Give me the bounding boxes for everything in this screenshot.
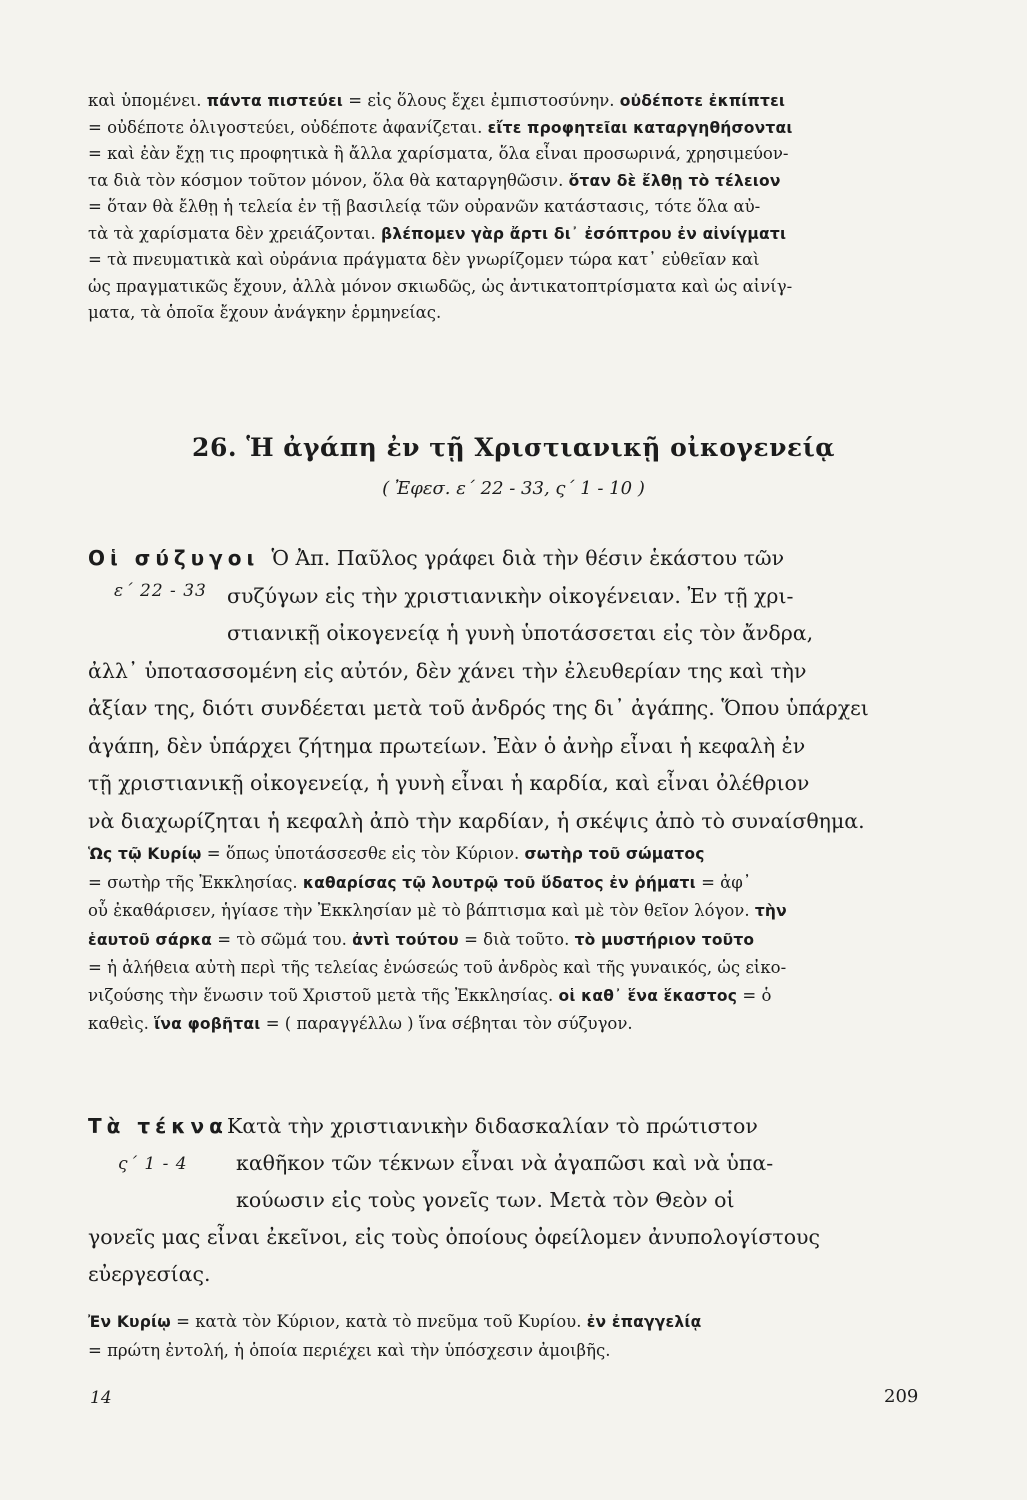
- note-text: = ὁ: [737, 985, 772, 1005]
- note-text: = κατὰ τὸν Κύριον, κατὰ τὸ πνεῦμα τοῦ Κυρίου.: [170, 1312, 587, 1331]
- note-term: ἑαυτοῦ σάρκα: [88, 930, 213, 949]
- note-text: = ὅπως ὑποτάσσεσθε εἰς τὸν Κύριον.: [201, 844, 525, 863]
- spouses-heading: Οἱ σύζυγοι: [88, 546, 260, 570]
- note-line: [88, 115, 930, 142]
- spouses-line: Ὁ Ἀπ. Παῦλος γράφει διὰ τὴν θέσιν ἑκάστου τῶν: [271, 546, 785, 570]
- note-term: καθαρίσας τῷ λουτρῷ τοῦ ὕδατος ἐν ῥήματι: [302, 873, 696, 892]
- note-term: τὸ μυστήριον τοῦτο: [574, 930, 755, 949]
- note-text: = ἀφ᾽: [695, 872, 752, 892]
- note-term: τὴν: [754, 902, 787, 920]
- note-text: καὶ ὑπομένει.: [88, 91, 207, 110]
- spouses-line: συζύγων εἰς τὴν χριστιανικὴν οἰκογένειαν. Ἐν τῇ χρι-: [227, 583, 794, 608]
- note-line: [88, 194, 930, 221]
- note-line: [88, 926, 930, 955]
- note-term: βλέπομεν γὰρ ἄρτι δι᾽ ἐσόπτρου ἐν αἰνίγματι: [381, 224, 787, 243]
- note-term: εἴτε προφητεῖαι καταργηθήσονται: [487, 118, 793, 137]
- note-text: = ( παραγγέλλω ) ἵνα σέβηται τὸν σύζυγον.: [260, 1014, 633, 1033]
- spouses-margin-reference: ε΄ 22 - 33: [114, 581, 207, 601]
- section-title: 26. Ἡ ἀγάπη ἐν τῇ Χριστιανικῇ οἰκογενείᾳ: [192, 433, 835, 462]
- note-line: [88, 247, 930, 274]
- signature-mark: 14: [90, 1388, 112, 1408]
- note-line: [88, 954, 930, 982]
- note-term: πάντα πιστεύει: [206, 92, 344, 110]
- spouses-line: στιανικῇ οἰκογενείᾳ ἡ γυνὴ ὑποτάσσεται εἰς τὸν ἄνδρα,: [227, 621, 814, 645]
- note-text: = εἰς ὅλους ἔχει ἐμπιστοσύνην.: [343, 91, 620, 110]
- note-text: = σωτὴρ τῆς Ἐκκλησίας.: [88, 872, 303, 892]
- note-line: [88, 221, 930, 248]
- note-text: = τὸ σῶμά του.: [212, 929, 353, 949]
- note-text: νιζούσης τὴν ἕνωσιν τοῦ Χριστοῦ μετὰ τῆς Ἐκκλησίας.: [88, 985, 559, 1005]
- note-term: ἐν ἐπαγγελίᾳ: [586, 1313, 702, 1331]
- note-text: τα διὰ τὸν κόσμον τοῦτον μόνον, ὅλα θὰ καταργηθῶσιν.: [88, 170, 569, 190]
- note-line: [88, 274, 930, 301]
- note-text: = διὰ τοῦτο.: [458, 929, 575, 949]
- note-term: οὐδέποτε ἐκπίπτει: [619, 92, 786, 110]
- note-line: [88, 1308, 930, 1337]
- spouses-line: ἀλλ᾽ ὑποτασσομένη εἰς αὐτόν, δὲν χάνει τὴν ἐλευθερίαν της καὶ τὴν: [88, 658, 807, 683]
- note-line: [88, 840, 930, 869]
- note-line: [88, 168, 930, 195]
- note-line: [88, 88, 930, 115]
- children-line: γονεῖς μας εἶναι ἐκεῖνοι, εἰς τοὺς ὁποίους ὀφείλομεν ἀνυπολογίστους: [88, 1225, 820, 1249]
- spouses-line: τῇ χριστιανικῇ οἰκογενείᾳ, ἡ γυνὴ εἶναι ἡ καρδία, καὶ εἶναι ὀλέθριον: [88, 771, 810, 795]
- note-line: [88, 141, 930, 168]
- section-reference: ( Ἐφεσ. ε΄ 22 - 33, ς΄ 1 - 10 ): [382, 478, 645, 499]
- spouses-paragraph: [88, 540, 930, 840]
- note-text: = οὐδέποτε ὀλιγοστεύει, οὐδέποτε ἀφανίζεται.: [88, 117, 488, 137]
- note-text: ὡς πραγματικῶς ἔχουν, ἀλλὰ μόνον σκιωδῶς, ὡς ἀντικατοπτρίσματα καὶ ὡς αἰνίγ-: [88, 276, 793, 296]
- spouses-line: ἀξίαν της, διότι συνδέεται μετὰ τοῦ ἀνδρός της δι᾽ ἀγάπης. Ὅπου ὑπάρχει: [88, 696, 869, 720]
- note-term: Ὡς τῷ Κυρίῳ: [88, 845, 202, 863]
- note-term: οἱ καθ᾽ ἕνα ἕκαστος: [558, 986, 738, 1005]
- children-line: κούωσιν εἰς τοὺς γονεῖς των. Μετὰ τὸν Θεὸν οἱ: [236, 1188, 735, 1212]
- children-heading: Τὰ τέκνα: [88, 1114, 228, 1138]
- note-text: καθεὶς.: [88, 1014, 155, 1033]
- spouses-line: νὰ διαχωρίζηται ἡ κεφαλὴ ἀπὸ τὴν καρδίαν, ἡ σκέψις ἀπὸ τὸ συναίσθημα.: [88, 808, 865, 833]
- children-line: Κατὰ τὴν χριστιανικὴν διδασκαλίαν τὸ πρώτιστον: [227, 1114, 758, 1138]
- note-term: ὅταν δὲ ἔλθῃ τὸ τέλειον: [568, 171, 781, 190]
- notes-bottom: [88, 1308, 930, 1364]
- note-line: [88, 897, 930, 926]
- note-text: = τὰ πνευματικὰ καὶ οὐράνια πράγματα δὲν γνωρίζομεν τώρα κατ᾽ εὐθεῖαν καὶ: [88, 250, 760, 269]
- children-paragraph: [88, 1108, 930, 1293]
- note-text: = πρώτη ἐντολή, ἡ ὁποία περιέχει καὶ τὴν ὑπόσχεσιν ἀμοιβῆς.: [88, 1340, 611, 1360]
- note-line: [88, 1010, 930, 1039]
- note-text: ματα, τὰ ὁποῖα ἔχουν ἀνάγκην ἑρμηνείας.: [88, 303, 442, 322]
- note-line: [88, 300, 930, 327]
- note-term: σωτὴρ τοῦ σώματος: [524, 845, 705, 863]
- notes-middle: [88, 840, 930, 1039]
- note-text: = ἡ ἀλήθεια αὐτὴ περὶ τῆς τελείας ἑνώσεώς τοῦ ἀνδρὸς καὶ τῆς γυναικός, ὡς εἰκο-: [88, 958, 787, 977]
- note-line: [88, 869, 930, 898]
- notes-top: [88, 88, 930, 327]
- note-line: [88, 982, 930, 1011]
- children-margin-reference: ς΄ 1 - 4: [118, 1154, 188, 1174]
- note-text: τὰ τὰ χαρίσματα δὲν χρειάζονται.: [88, 223, 382, 243]
- note-text: = ὅταν θὰ ἔλθῃ ἡ τελεία ἐν τῇ βασιλείᾳ τῶν οὐρανῶν κατάστασις, τότε ὅλα αὐ-: [88, 197, 761, 216]
- spouses-line: ἀγάπη, δὲν ὑπάρχει ζήτημα πρωτείων. Ἐὰν ὁ ἀνὴρ εἶναι ἡ κεφαλὴ ἐν: [88, 733, 806, 758]
- page-number: 209: [884, 1386, 919, 1407]
- children-line: εὐεργεσίας.: [88, 1262, 211, 1286]
- note-term: ἵνα φοβῆται: [154, 1015, 261, 1033]
- note-line: [88, 1337, 930, 1365]
- note-text: οὗ ἐκαθάρισεν, ἡγίασε τὴν Ἐκκλησίαν μὲ τὸ βάπτισμα καὶ μὲ τὸν θεῖον λόγον.: [88, 901, 755, 920]
- note-term: Ἐν Κυρίῳ: [88, 1313, 171, 1331]
- note-text: = καὶ ἐὰν ἔχῃ τις προφητικὰ ἢ ἄλλα χαρίσματα, ὅλα εἶναι προσωρινά, χρησιμεύον-: [88, 144, 789, 163]
- children-line: καθῆκον τῶν τέκνων εἶναι νὰ ἀγαπῶσι καὶ νὰ ὑπα-: [236, 1151, 774, 1175]
- note-term: ἀντὶ τούτου: [352, 930, 459, 949]
